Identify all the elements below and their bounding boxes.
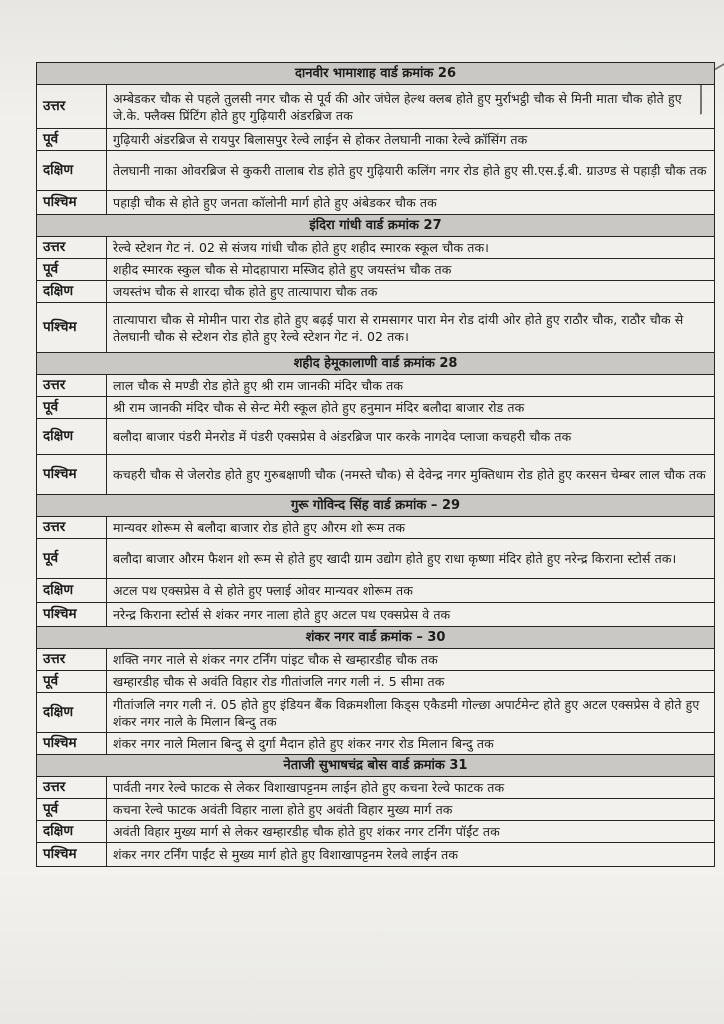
direction-label: उत्तर bbox=[37, 85, 107, 129]
direction-label: पूर्व bbox=[37, 129, 107, 151]
boundary-row bbox=[37, 539, 715, 579]
boundary-row bbox=[37, 671, 715, 693]
direction-label: दक्षिण bbox=[37, 821, 107, 843]
boundary-description: मान्यवर शोरूम से बलौदा बाजार रोड होते हुए औरम शो रूम तक bbox=[107, 517, 715, 539]
direction-label: उत्तर bbox=[37, 517, 107, 539]
ward-title: शंकर नगर वार्ड क्रमांक – 30 bbox=[37, 627, 715, 649]
ward-title: गुरू गोविन्द सिंह वार्ड क्रमांक – 29 bbox=[37, 495, 715, 517]
direction-label: पश्चिम bbox=[37, 303, 107, 353]
boundary-description: कचना रेल्वे फाटक अवंती विहार नाला होते हुए अवंती विहार मुख्य मार्ग तक bbox=[107, 799, 715, 821]
boundary-row bbox=[37, 303, 715, 353]
ward-title-row bbox=[37, 755, 715, 777]
boundary-row bbox=[37, 649, 715, 671]
ward-title-row bbox=[37, 63, 715, 85]
direction-label: उत्तर bbox=[37, 237, 107, 259]
ward-title-row bbox=[37, 353, 715, 375]
boundary-row bbox=[37, 237, 715, 259]
boundary-row bbox=[37, 191, 715, 215]
boundary-description: तेलघानी नाका ओवरब्रिज से कुकरी तालाब रोड होते हुए गुढ़ियारी कलिंग नगर रोड होते हुए सी.एस.ई.बी. ग्राउण्ड से पहाड़ी चौक तक bbox=[107, 151, 715, 191]
ward-title: शहीद हेमूकालाणी वार्ड क्रमांक 28 bbox=[37, 353, 715, 375]
boundary-description: रेल्वे स्टेशन गेट नं. 02 से संजय गांधी चौक होते हुए शहीद स्मारक स्कूल चौक तक। bbox=[107, 237, 715, 259]
direction-label: पूर्व bbox=[37, 539, 107, 579]
boundary-description: बलौदा बाजार औरम फैशन शो रूम से होते हुए खादी ग्राम उद्योग होते हुए राधा कृष्णा मंदिर होते हुए नरेन्द्र किराना स्टोर्स तक। bbox=[107, 539, 715, 579]
boundary-row bbox=[37, 281, 715, 303]
boundary-description: लाल चौक से मण्डी रोड होते हुए श्री राम जानकी मंदिर चौक तक bbox=[107, 375, 715, 397]
ward-title: नेताजी सुभाषचंद्र बोस वार्ड क्रमांक 31 bbox=[37, 755, 715, 777]
boundary-description: गुढ़ियारी अंडरब्रिज से रायपुर बिलासपुर रेल्वे लाईन से होकर तेलघानी नाका रेल्वे क्रॉसिंग तक bbox=[107, 129, 715, 151]
boundary-description: शहीद स्मारक स्कुल चौक से मोदहापारा मस्जिद होते हुए जयस्तंभ चौक तक bbox=[107, 259, 715, 281]
boundary-description: शंकर नगर नाले मिलान बिन्दु से दुर्गा मैदान होते हुए शंकर नगर रोड मिलान बिन्दु तक bbox=[107, 733, 715, 755]
boundary-row bbox=[37, 843, 715, 867]
boundary-description: अम्बेडकर चौक से पहले तुलसी नगर चौक से पूर्व की ओर जंघेल हेल्थ क्लब होते हुए मुर्राभट्ठी चौक से मिनी माता चौक होते हुए जे.के. फ्लैक्स प्रिंटिंग होते हुए गुढ़ियारी अंडरब्रिज तक bbox=[107, 85, 715, 129]
boundary-row bbox=[37, 85, 715, 129]
boundary-row bbox=[37, 151, 715, 191]
boundary-description: अवंती विहार मुख्य मार्ग से लेकर खम्हारडीह चौक होते हुए शंकर नगर टर्निंग पॉईंट तक bbox=[107, 821, 715, 843]
boundary-row bbox=[37, 799, 715, 821]
direction-label: पश्चिम bbox=[37, 843, 107, 867]
boundary-row bbox=[37, 579, 715, 603]
ward-title-row bbox=[37, 627, 715, 649]
boundary-row bbox=[37, 693, 715, 733]
boundary-description: नरेन्द्र किराना स्टोर्स से शंकर नगर नाला होते हुए अटल पथ एक्सप्रेस वे तक bbox=[107, 603, 715, 627]
direction-label: दक्षिण bbox=[37, 419, 107, 455]
direction-label: पूर्व bbox=[37, 397, 107, 419]
ward-table-body bbox=[37, 63, 715, 867]
direction-label: पश्चिम bbox=[37, 191, 107, 215]
boundary-row bbox=[37, 777, 715, 799]
direction-label: दक्षिण bbox=[37, 151, 107, 191]
boundary-description: श्री राम जानकी मंदिर चौक से सेन्ट मेरी स्कूल होते हुए हनुमान मंदिर बलौदा बाजार रोड तक bbox=[107, 397, 715, 419]
direction-label: पूर्व bbox=[37, 671, 107, 693]
boundary-row bbox=[37, 419, 715, 455]
direction-label: पश्चिम bbox=[37, 603, 107, 627]
boundary-description: शक्ति नगर नाले से शंकर नगर टर्निंग पांइट चौक से खम्हारडीह चौक तक bbox=[107, 649, 715, 671]
ward-title-row bbox=[37, 215, 715, 237]
direction-label: दक्षिण bbox=[37, 281, 107, 303]
boundary-row bbox=[37, 259, 715, 281]
direction-label: पश्चिम bbox=[37, 455, 107, 495]
boundary-description: पार्वती नगर रेल्वे फाटक से लेकर विशाखापट्टनम लाईन होते हुए कचना रेल्वे फाटक तक bbox=[107, 777, 715, 799]
boundary-description: शंकर नगर टर्निंग पाईंट से मुख्य मार्ग होते हुए विशाखापट्टनम रेलवे लाईन तक bbox=[107, 843, 715, 867]
boundary-row bbox=[37, 733, 715, 755]
ward-title: दानवीर भामाशाह वार्ड क्रमांक 26 bbox=[37, 63, 715, 85]
direction-label: पूर्व bbox=[37, 259, 107, 281]
boundary-row bbox=[37, 129, 715, 151]
boundary-description: गीतांजलि नगर गली नं. 05 होते हुए इंडियन बैंक विक्रमशीला किड्स एकैडमी गोल्छा अपार्टमेन्ट होते हुए अटल एक्सप्रेस वे होते हुए शंकर नगर नाले के मिलान बिन्दु तक bbox=[107, 693, 715, 733]
direction-label: उत्तर bbox=[37, 649, 107, 671]
ward-title: इंदिरा गांधी वार्ड क्रमांक 27 bbox=[37, 215, 715, 237]
ward-boundaries-table bbox=[36, 62, 715, 867]
boundary-row bbox=[37, 603, 715, 627]
boundary-row bbox=[37, 517, 715, 539]
direction-label: उत्तर bbox=[37, 777, 107, 799]
direction-label: पूर्व bbox=[37, 799, 107, 821]
boundary-row bbox=[37, 375, 715, 397]
boundary-row bbox=[37, 455, 715, 495]
boundary-description: तात्यापारा चौक से मोमीन पारा रोड होते हुए बढ़ई पारा से रामसागर पारा मेन रोड दांयी ओर होते हुए राठौर चौक, राठौर चौक से तेलघानी चौक से स्टेशन रोड होते हुए रेल्वे स्टेशन गेट नं. 02 तक। bbox=[107, 303, 715, 353]
boundary-description: खम्हारडीह चौक से अवंति विहार रोड गीतांजलि नगर गली नं. 5 सीमा तक bbox=[107, 671, 715, 693]
direction-label: पश्चिम bbox=[37, 733, 107, 755]
ward-title-row bbox=[37, 495, 715, 517]
boundary-description: पहाड़ी चौक से होते हुए जनता कॉलोनी मार्ग होते हुए अंबेडकर चौक तक bbox=[107, 191, 715, 215]
boundary-description: बलौदा बाजार पंडरी मेनरोड में पंडरी एक्सप्रेस वे अंडरब्रिज पार करके नागदेव प्लाजा कचहरी चौक तक bbox=[107, 419, 715, 455]
boundary-description: अटल पथ एक्सप्रेस वे से होते हुए फ्लाई ओवर मान्यवर शोरूम तक bbox=[107, 579, 715, 603]
boundary-description: कचहरी चौक से जेलरोड होते हुए गुरुबक्षाणी चौक (नमस्ते चौक) से देवेन्द्र नगर मुक्तिधाम रोड होते हुए करसन चेम्बर लाल चौक तक bbox=[107, 455, 715, 495]
boundary-row bbox=[37, 821, 715, 843]
direction-label: उत्तर bbox=[37, 375, 107, 397]
direction-label: दक्षिण bbox=[37, 579, 107, 603]
boundary-description: जयस्तंभ चौक से शारदा चौक होते हुए तात्यापारा चौक तक bbox=[107, 281, 715, 303]
direction-label: दक्षिण bbox=[37, 693, 107, 733]
boundary-row bbox=[37, 397, 715, 419]
